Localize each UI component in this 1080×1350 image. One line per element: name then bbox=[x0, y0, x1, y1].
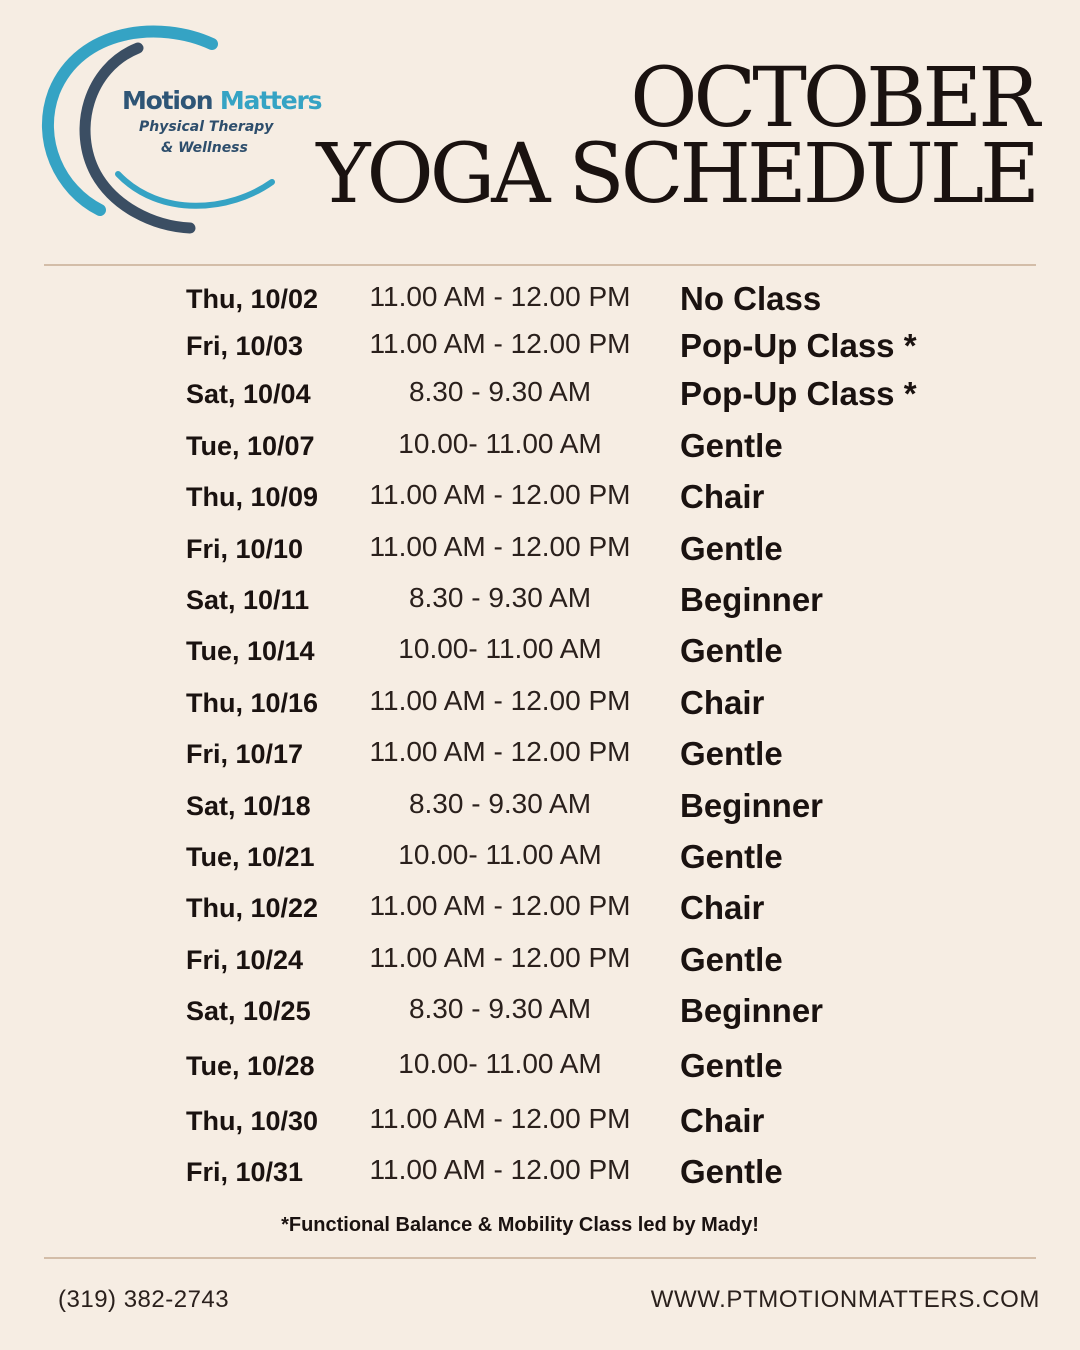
schedule-date: Sat, 10/11 bbox=[186, 585, 310, 615]
schedule-date: Tue, 10/21 bbox=[186, 842, 315, 872]
schedule-date: Thu, 10/16 bbox=[186, 688, 319, 718]
schedule-row bbox=[0, 375, 1080, 430]
schedule-date: Fri, 10/31 bbox=[186, 1157, 304, 1187]
schedule-date: Fri, 10/10 bbox=[186, 534, 304, 564]
schedule-row bbox=[0, 941, 1080, 996]
schedule-class-type: Pop-Up Class * bbox=[680, 375, 917, 412]
website-link[interactable]: WWW.PTMOTIONMATTERS.COM bbox=[650, 1286, 1040, 1313]
footnote: *Functional Balance & Mobility Class led by Mady! bbox=[281, 1214, 759, 1236]
schedule-row bbox=[0, 889, 1080, 944]
schedule-class-type: Gentle bbox=[680, 632, 783, 669]
schedule-date: Sat, 10/18 bbox=[186, 791, 311, 821]
divider-bottom bbox=[44, 1257, 1036, 1259]
schedule-time: 11.00 AM - 12.00 PM bbox=[369, 1154, 631, 1185]
schedule-class-type: Beginner bbox=[680, 581, 824, 618]
schedule-time: 10.00- 11.00 AM bbox=[398, 633, 602, 664]
schedule-row bbox=[0, 787, 1080, 842]
schedule-class-type: Gentle bbox=[680, 1153, 783, 1190]
schedule-class-type: Chair bbox=[680, 684, 765, 721]
schedule-row bbox=[0, 992, 1080, 1047]
schedule-time: 11.00 AM - 12.00 PM bbox=[369, 281, 631, 312]
schedule-time: 11.00 AM - 12.00 PM bbox=[369, 942, 631, 973]
schedule-time: 10.00- 11.00 AM bbox=[398, 839, 602, 870]
brand-word-matters: Matters bbox=[219, 86, 322, 115]
schedule-time: 8.30 - 9.30 AM bbox=[408, 788, 592, 819]
schedule-row bbox=[0, 684, 1080, 739]
schedule-class-type: Gentle bbox=[680, 838, 783, 875]
schedule-time: 11.00 AM - 12.00 PM bbox=[369, 479, 631, 510]
schedule-class-type: Gentle bbox=[680, 941, 783, 978]
schedule-date: Fri, 10/17 bbox=[186, 739, 304, 769]
schedule-date: Thu, 10/22 bbox=[186, 893, 319, 923]
schedule-row bbox=[0, 478, 1080, 533]
schedule-time: 11.00 AM - 12.00 PM bbox=[369, 531, 631, 562]
schedule-row bbox=[0, 1153, 1080, 1208]
schedule-row bbox=[0, 1047, 1080, 1102]
schedule-date: Sat, 10/04 bbox=[186, 379, 311, 409]
schedule-class-type: Pop-Up Class * bbox=[680, 327, 917, 364]
schedule-time: 11.00 AM - 12.00 PM bbox=[369, 736, 631, 767]
schedule-date: Tue, 10/07 bbox=[186, 431, 315, 461]
schedule-time: 10.00- 11.00 AM bbox=[398, 1048, 602, 1079]
schedule-row bbox=[0, 581, 1080, 636]
schedule-date: Fri, 10/03 bbox=[186, 331, 304, 361]
schedule-time: 11.00 AM - 12.00 PM bbox=[369, 1103, 631, 1134]
schedule-time: 11.00 AM - 12.00 PM bbox=[369, 685, 631, 716]
schedule-date: Fri, 10/24 bbox=[186, 945, 304, 975]
schedule-class-type: Beginner bbox=[680, 787, 824, 824]
schedule-time: 8.30 - 9.30 AM bbox=[408, 582, 592, 613]
schedule-class-type: Chair bbox=[680, 1102, 765, 1139]
schedule-date: Tue, 10/28 bbox=[186, 1051, 315, 1081]
phone-number: (319) 382-2743 bbox=[58, 1286, 230, 1313]
brand-subtitle-line1: Physical Therapy bbox=[139, 119, 274, 135]
schedule-date: Thu, 10/09 bbox=[186, 482, 319, 512]
schedule-row bbox=[0, 1102, 1080, 1157]
title-schedule: YOGA SCHEDULE bbox=[316, 127, 1036, 222]
schedule-row bbox=[0, 427, 1080, 482]
schedule-time: 10.00- 11.00 AM bbox=[398, 428, 602, 459]
schedule-class-type: Gentle bbox=[680, 735, 783, 772]
title-month: OCTOBER bbox=[630, 51, 1036, 146]
schedule-time: 8.30 - 9.30 AM bbox=[408, 993, 592, 1024]
schedule-row bbox=[0, 838, 1080, 893]
schedule-row bbox=[0, 530, 1080, 585]
schedule-class-type: Chair bbox=[680, 478, 765, 515]
schedule-time: 8.30 - 9.30 AM bbox=[408, 376, 592, 407]
brand-subtitle-line2: & Wellness bbox=[161, 140, 248, 156]
schedule-class-type: Gentle bbox=[680, 530, 783, 567]
schedule-date: Thu, 10/02 bbox=[186, 284, 319, 314]
schedule-time: 11.00 AM - 12.00 PM bbox=[369, 890, 631, 921]
brand-word-motion: Motion bbox=[122, 86, 213, 115]
schedule-row bbox=[0, 735, 1080, 790]
schedule-class-type: No Class bbox=[680, 280, 822, 317]
schedule-row bbox=[0, 632, 1080, 687]
schedule-class-type: Gentle bbox=[680, 427, 783, 464]
schedule-date: Sat, 10/25 bbox=[186, 996, 311, 1026]
schedule-date: Tue, 10/14 bbox=[186, 636, 315, 666]
schedule-time: 11.00 AM - 12.00 PM bbox=[369, 328, 631, 359]
schedule-class-type: Gentle bbox=[680, 1047, 783, 1084]
schedule-class-type: Beginner bbox=[680, 992, 824, 1029]
schedule-date: Thu, 10/30 bbox=[186, 1106, 319, 1136]
schedule-row bbox=[0, 327, 1080, 382]
schedule-class-type: Chair bbox=[680, 889, 765, 926]
